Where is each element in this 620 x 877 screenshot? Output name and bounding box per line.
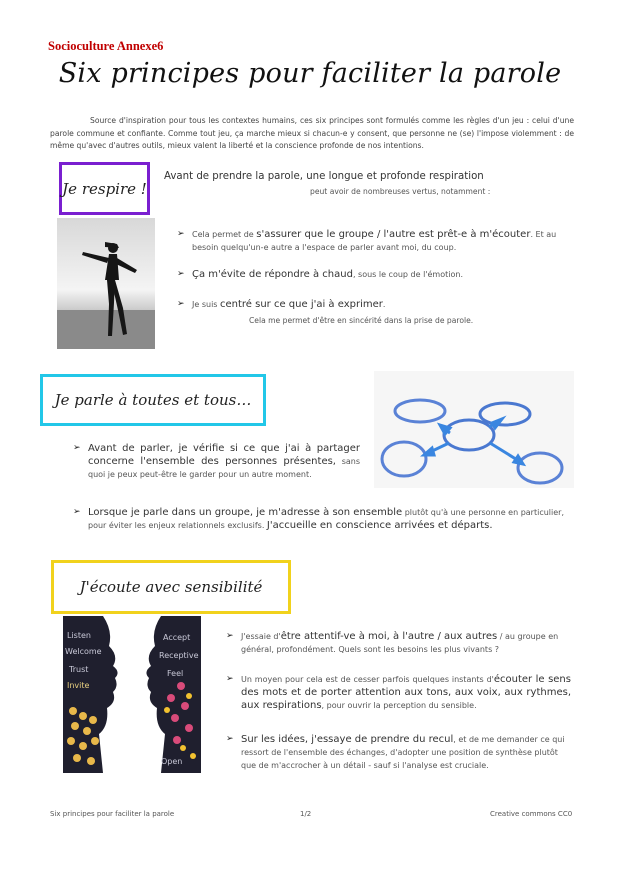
section1-subheading: peut avoir de nombreuses vertus, notamment :: [310, 187, 491, 196]
arrow-bullet-icon: ➢: [226, 734, 234, 744]
section3-bullet-1: ➢ J'essaie d'être attentif-ve à moi, à l'autre / aux autres / au groupe en général, profondément. Quels sont les besoins les plus vivants ?: [226, 631, 559, 654]
arrow-bullet-icon: ➢: [226, 631, 234, 641]
section1-bullet-3-sub: Cela me permet d'être en sincérité dans la prise de parole.: [249, 316, 474, 325]
face-word: Invite: [67, 681, 90, 690]
face-word: Trust: [69, 665, 89, 674]
section2-label: Je parle à toutes et tous…: [54, 391, 252, 409]
arrow-bullet-icon: ➢: [177, 299, 185, 309]
section1-bullet-2: ➢ Ça m'évite de répondre à chaud, sous le coup de l'émotion.: [177, 269, 463, 280]
arrow-bullet-icon: ➢: [73, 507, 81, 517]
footer-license: Creative commons CC0: [490, 810, 573, 818]
annex-label: Socioculture Annexe6: [48, 39, 164, 53]
facing-heads-image: [63, 616, 201, 773]
face-word: Listen: [67, 631, 91, 640]
face-word: Receptive: [159, 651, 199, 660]
page-title: Six principes pour faciliter la parole: [58, 58, 562, 89]
communication-circles-diagram: [374, 371, 574, 488]
section1-heading: Avant de prendre la parole, une longue et profonde respiration: [164, 171, 484, 182]
face-word: Welcome: [65, 647, 102, 656]
footer-title: Six principes pour faciliter la parole: [50, 810, 175, 818]
breathing-silhouette-photo: [57, 218, 155, 349]
section2-label-box: [40, 374, 266, 426]
arrow-bullet-icon: ➢: [177, 269, 185, 279]
arrow-bullet-icon: ➢: [226, 674, 234, 684]
face-word: Feel: [167, 669, 184, 678]
section2-bullet-1: ➢ Avant de parler, je vérifie si ce que j'ai à partager concerne l'ensemble des personnes présentes, sans quoi je peux peut-être le garder pour un autre moment.: [73, 443, 361, 479]
face-word: Accept: [163, 633, 191, 642]
section1-bullet-3: ➢ Je suis centré sur ce que j'ai à exprimer.: [177, 299, 386, 310]
footer-page-number: 1/2: [300, 810, 312, 818]
section2-bullet-2: ➢ Lorsque je parle dans un groupe, je m'adresse à son ensemble plutôt qu'à une personne en particulier, pour éviter les enjeux relationnels exclusifs. J'accueille en conscience arrivées et départs.: [73, 507, 564, 531]
section1-bullet-1: ➢ Cela permet de s'assurer que le groupe / l'autre est prêt-e à m'écouter. Et au besoin quelqu'un-e autre a l'espace de parler avant moi, du coup.: [177, 229, 557, 252]
arrow-bullet-icon: ➢: [177, 229, 185, 239]
section3-bullet-2: ➢ Un moyen pour cela est de cesser parfois quelques instants d'écouter le sens des mots et de porter attention aux tons, aux voix, aux rythmes, aux respirations, pour ouvrir la perception du sensible.: [226, 674, 571, 711]
section1-label: Je respire !: [62, 179, 147, 198]
section3-label-box: [51, 560, 291, 614]
section1-label-box: [59, 162, 150, 215]
face-word: Open: [161, 757, 183, 766]
intro-paragraph: Source d'inspiration pour tous les contextes humains, ces six principes sont formulés comme les règles d'un jeu : celui d'une parole commune et confiante. Comme tout jeu, ça marche mieux si chacun-e y consent, que personne ne (se) l'impose violemment : de même qu'avec d'autres outils, mieux valent la liberté et la conscience profonde de nos intentions.: [50, 116, 574, 150]
section3-bullet-3: ➢ Sur les idées, j'essaye de prendre du recul, et de me demander ce qui ressort de l'ensemble des échanges, d'adopter une position de synthèse plutôt que de m'accrocher à un détail - sauf si l'analyse est cruciale.: [226, 734, 565, 770]
section3-label: J'écoute avec sensibilité: [79, 578, 263, 596]
arrow-bullet-icon: ➢: [73, 443, 81, 453]
